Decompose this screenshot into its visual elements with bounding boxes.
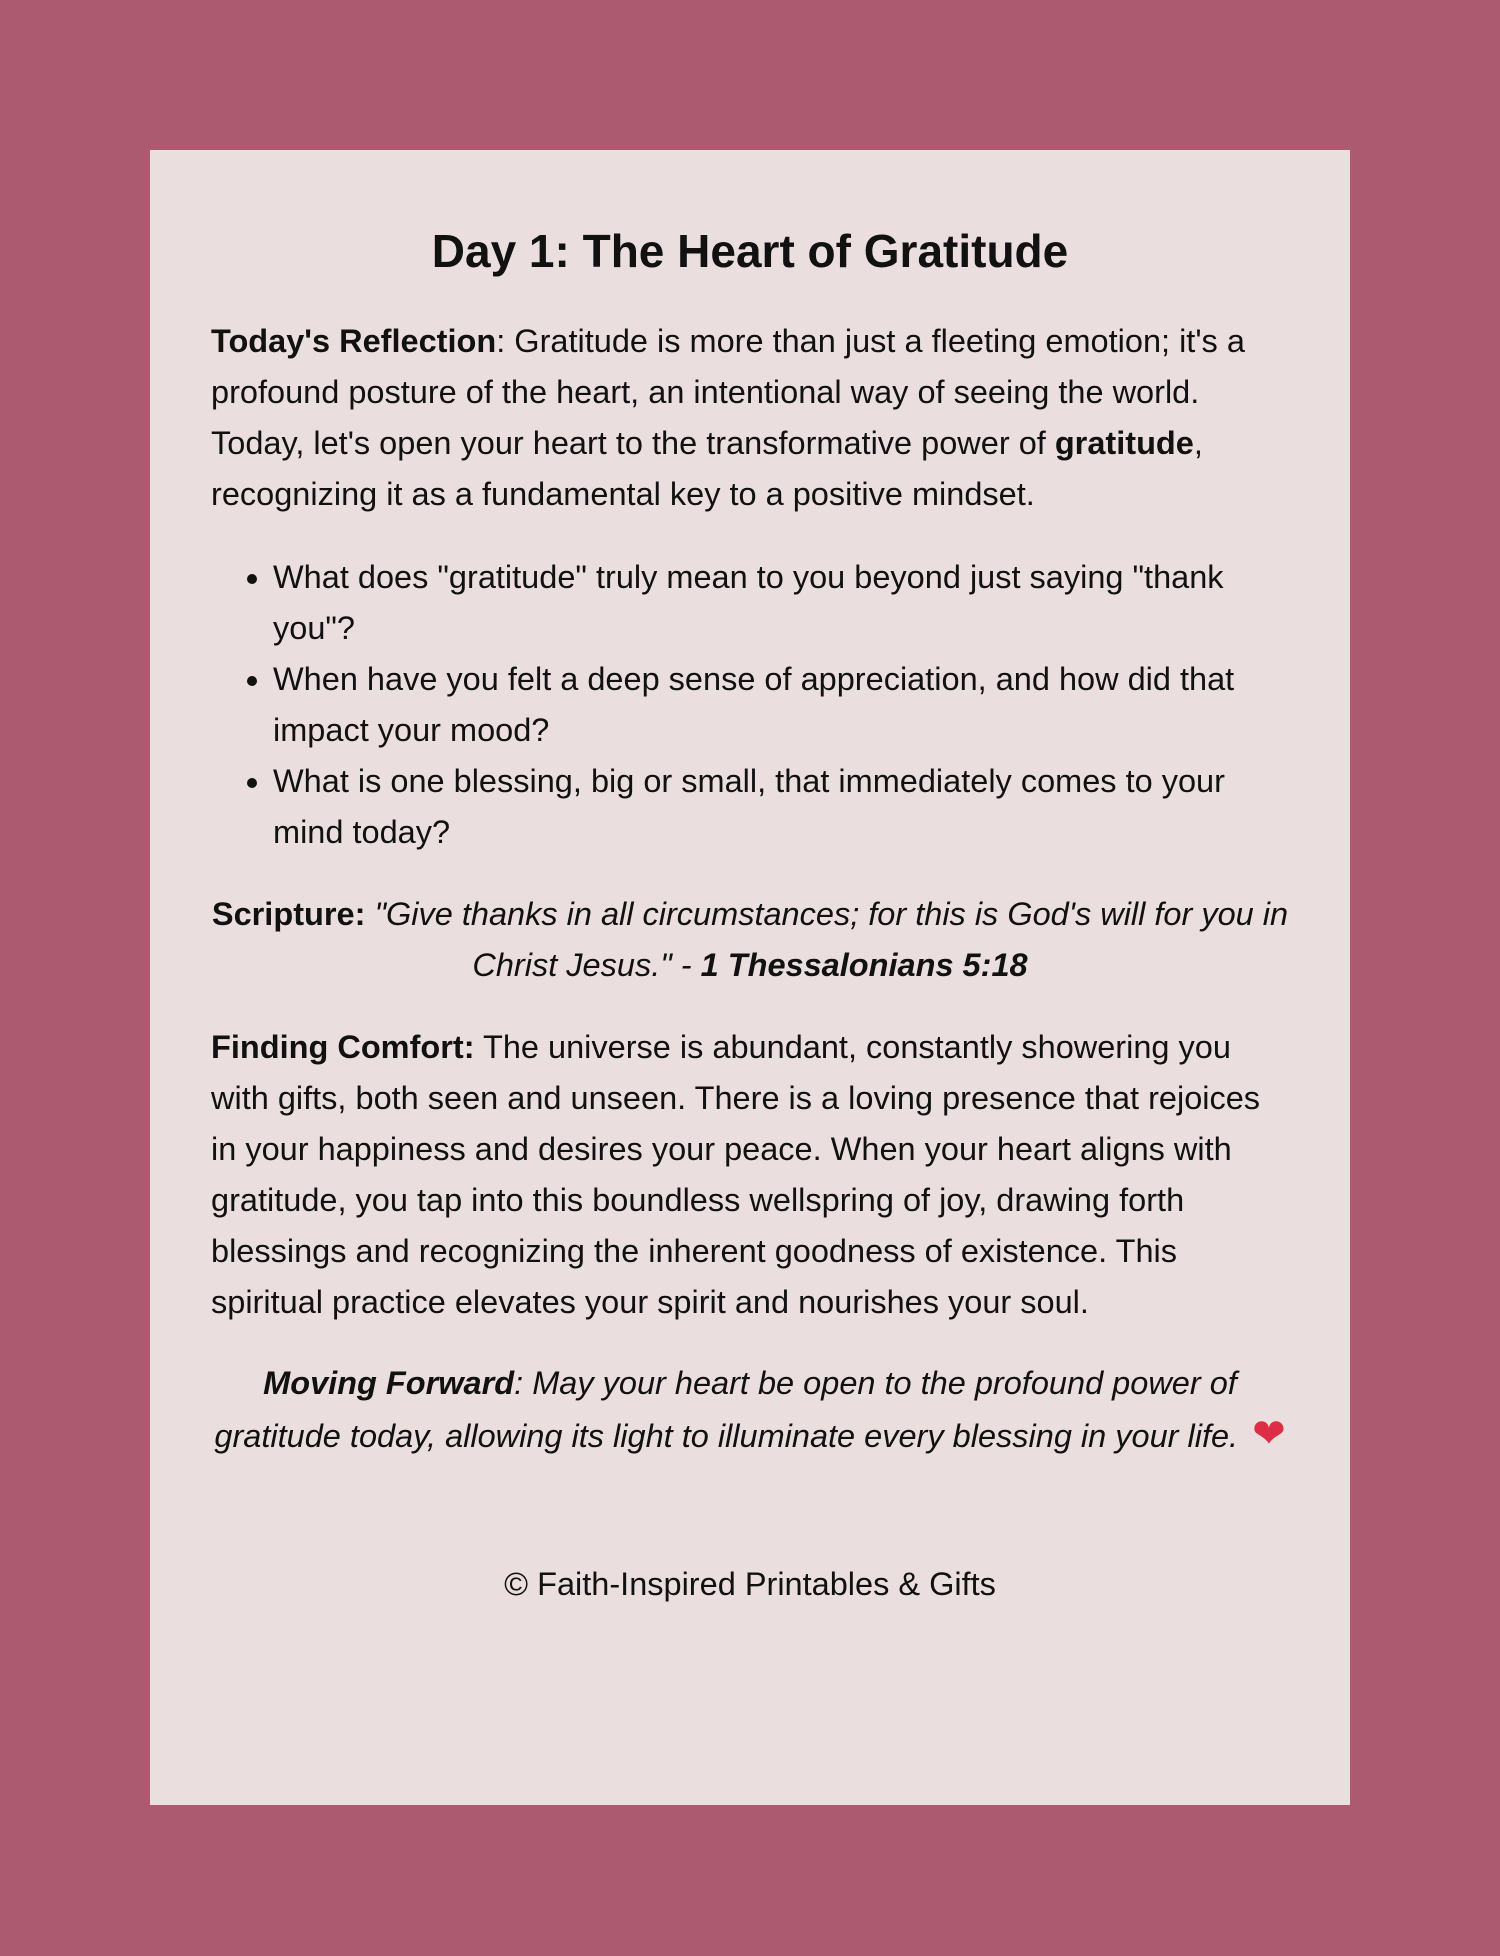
comfort-text: The universe is abundant, constantly showering you with gifts, both seen and unseen. There is a loving presence that rejoices in your happiness and desires your peace. When your heart aligns with gratitude, you tap into this boundless wellspring of joy, drawing forth blessings and recognizing the inherent goodness of existence. This spiritual practice elevates your spirit and nourishes your soul. <box>211 1029 1261 1320</box>
scripture-quote: "Give thanks in all circumstances; for this is God's will for you in Christ Jesus." - <box>374 896 1289 983</box>
moving-forward-paragraph <box>211 1358 1289 1462</box>
reflection-bold-word: gratitude <box>1054 425 1194 461</box>
scripture-reference: 1 Thessalonians 5:18 <box>700 947 1028 983</box>
comfort-paragraph <box>211 1022 1289 1328</box>
reflection-text-end: , recognizing it as a fundamental key to a positive mindset. <box>211 425 1203 512</box>
list-item: • What is one blessing, big or small, that immediately comes to your mind today? <box>273 756 1289 858</box>
list-item: • When have you felt a deep sense of appreciation, and how did that impact your mood? <box>273 654 1289 756</box>
moving-forward-text: : May your heart be open to the profound power of gratitude today, allowing its light to illuminate every blessing in your life. <box>214 1365 1239 1454</box>
page-title: Day 1: The Heart of Gratitude <box>431 225 1069 277</box>
reflection-paragraph <box>211 316 1289 520</box>
comfort-label: Finding Comfort: <box>211 1029 475 1065</box>
copyright-footer: © Faith-Inspired Printables & Gifts <box>504 1566 996 1602</box>
reflection-text: : Gratitude is more than just a fleeting emotion; it's a profound posture of the heart, an intentional way of seeing the world. Today, let's open your heart to the transformative power of <box>211 323 1245 461</box>
heart-icon: ❤ <box>1252 1412 1286 1456</box>
question-list <box>211 552 1289 858</box>
moving-forward-label: Moving Forward <box>263 1365 515 1401</box>
devotional-card <box>150 150 1350 1805</box>
reflection-label: Today's Reflection <box>211 323 497 359</box>
scripture-paragraph <box>211 889 1289 991</box>
scripture-label: Scripture: <box>211 896 366 932</box>
list-item: • What does "gratitude" truly mean to you beyond just saying "thank you"? <box>273 552 1289 654</box>
